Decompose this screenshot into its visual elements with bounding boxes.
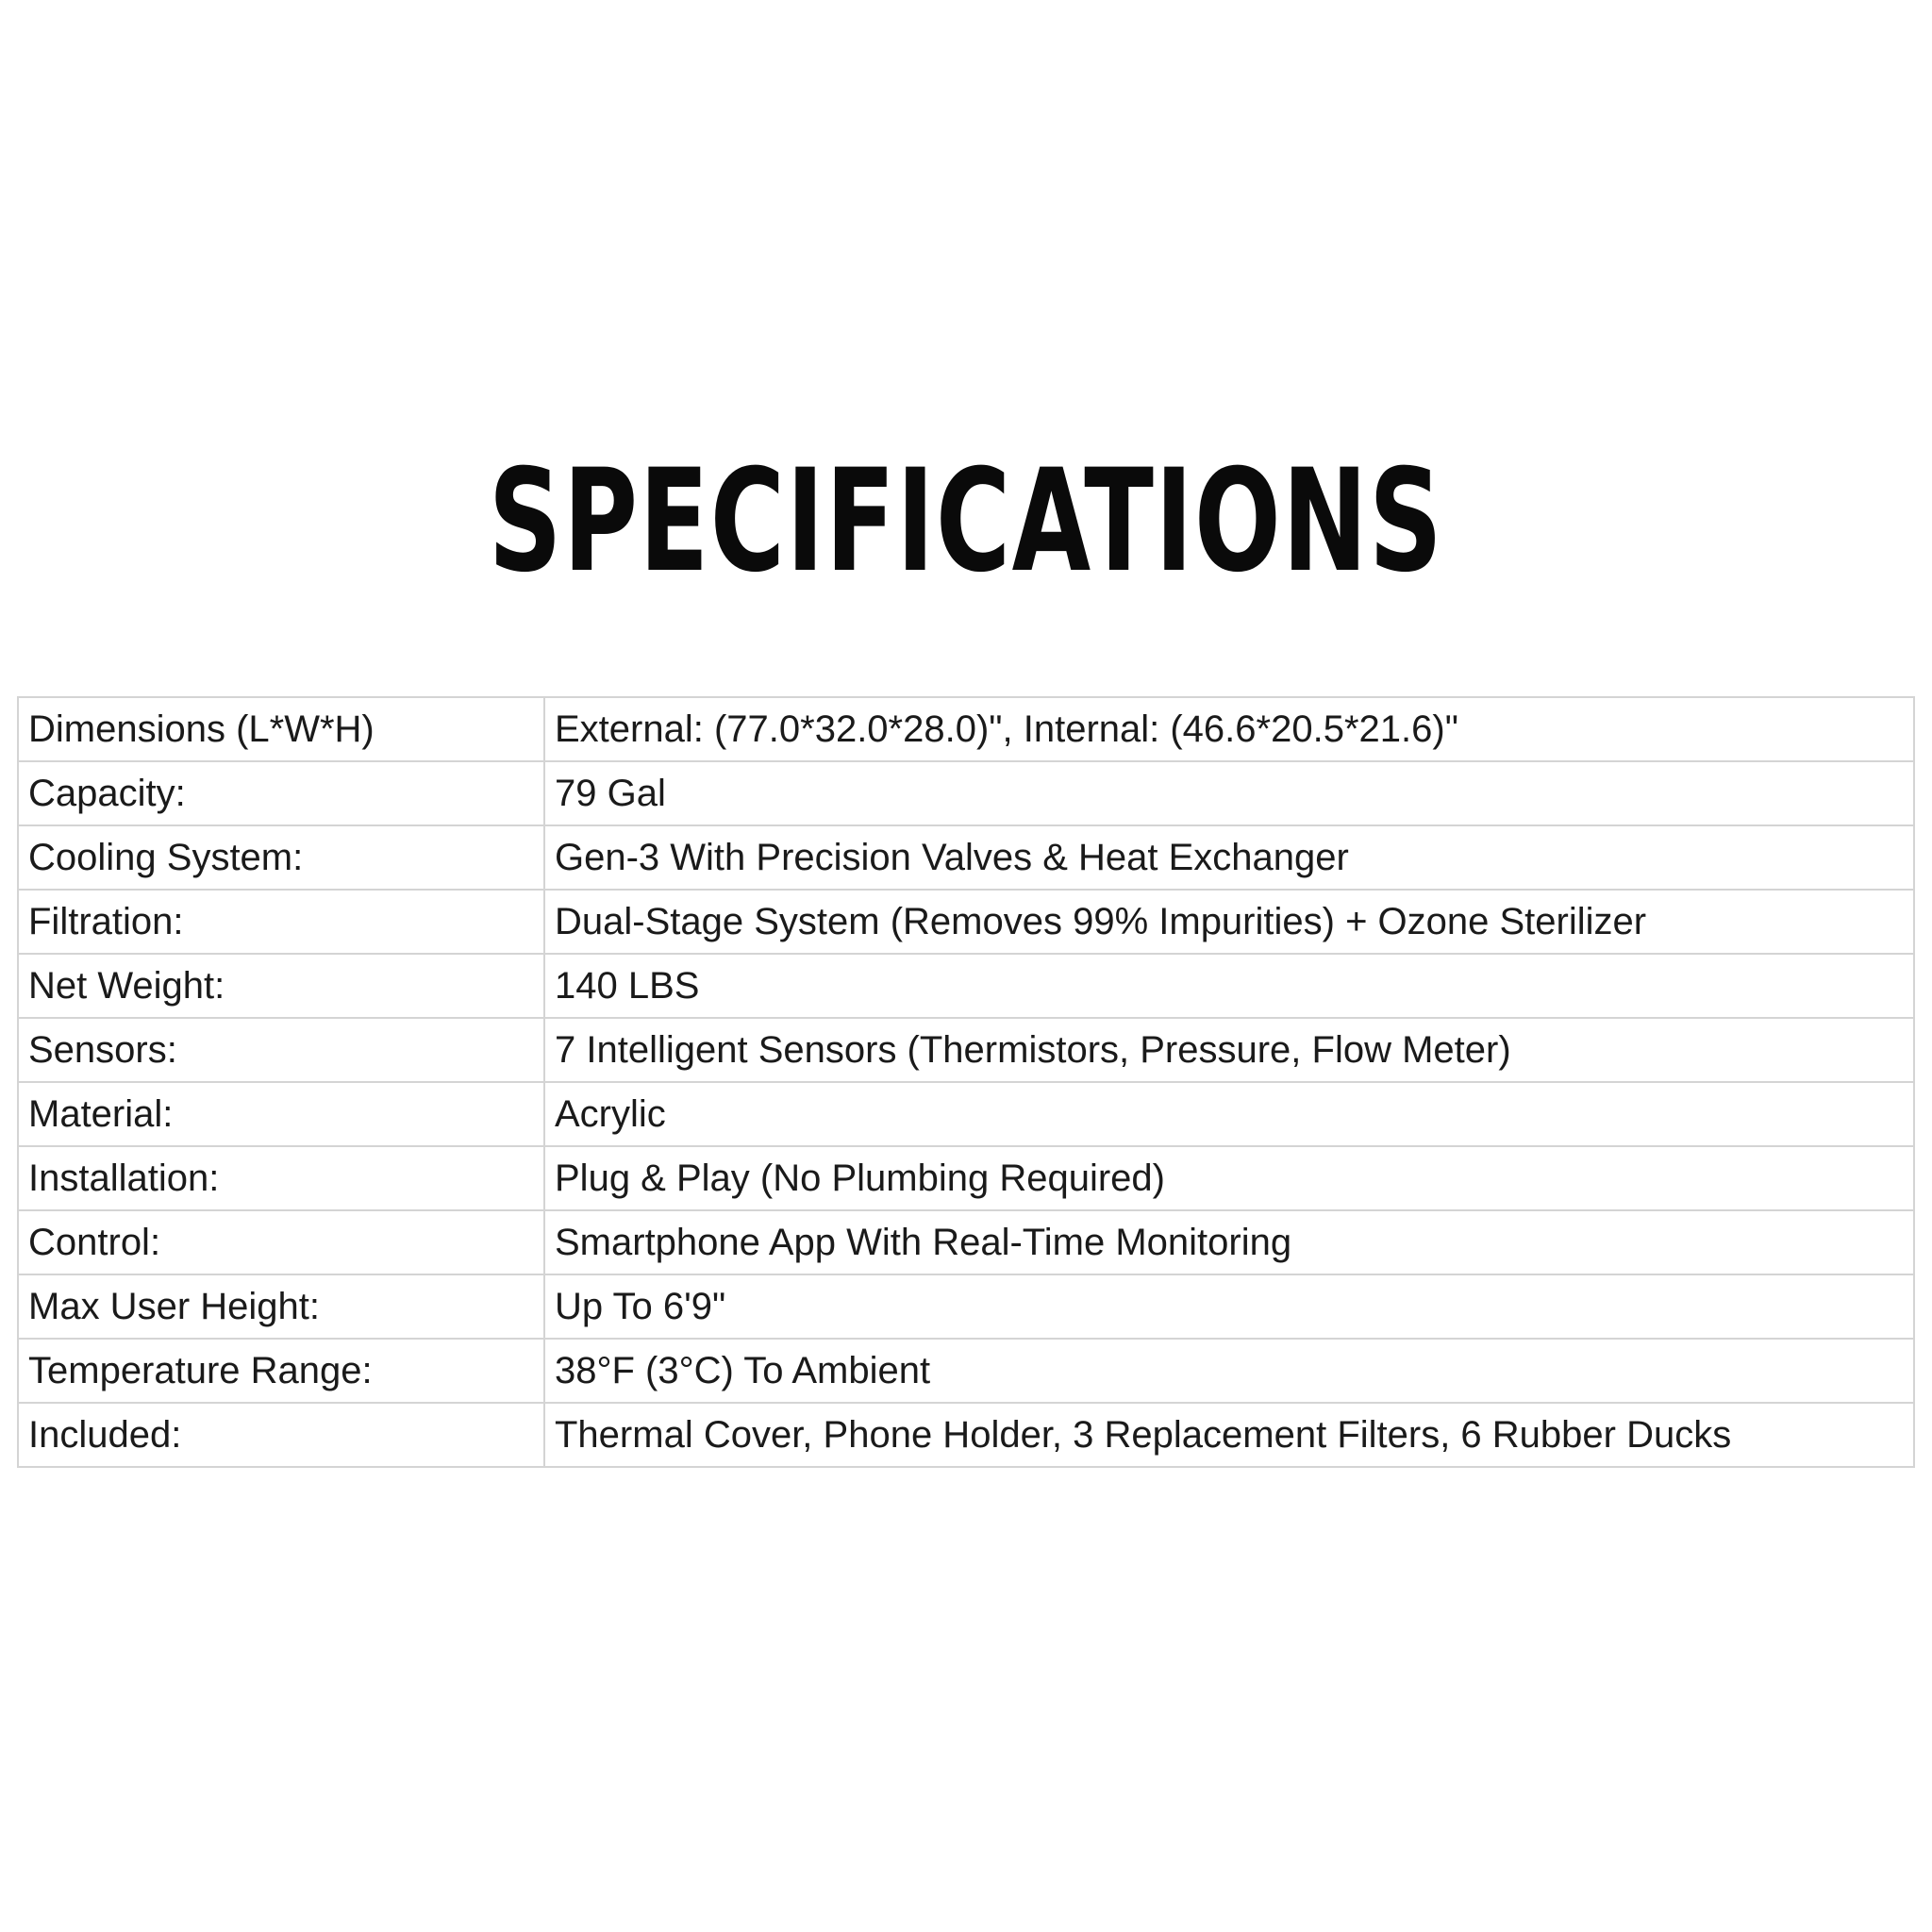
spec-label: Capacity: <box>18 761 544 825</box>
spec-label: Included: <box>18 1403 544 1467</box>
spec-label: Cooling System: <box>18 825 544 890</box>
spec-value: Up To 6'9" <box>544 1274 1914 1339</box>
spec-row-included <box>18 1403 1914 1467</box>
spec-row-dimensions <box>18 697 1914 761</box>
spec-value: Gen-3 With Precision Valves & Heat Exchanger <box>544 825 1914 890</box>
spec-value: Acrylic <box>544 1082 1914 1146</box>
spec-row-net-weight <box>18 954 1914 1018</box>
spec-row-capacity <box>18 761 1914 825</box>
spec-row-material <box>18 1082 1914 1146</box>
spec-row-sensors <box>18 1018 1914 1082</box>
specifications-table <box>17 696 1915 1468</box>
spec-label: Sensors: <box>18 1018 544 1082</box>
spec-value: 140 LBS <box>544 954 1914 1018</box>
spec-label: Control: <box>18 1210 544 1274</box>
spec-row-control <box>18 1210 1914 1274</box>
spec-label: Temperature Range: <box>18 1339 544 1403</box>
page-title: SPECIFICATIONS <box>488 440 1444 604</box>
spec-value: 38°F (3°C) To Ambient <box>544 1339 1914 1403</box>
spec-value: 79 Gal <box>544 761 1914 825</box>
spec-row-max-user-height <box>18 1274 1914 1339</box>
spec-row-filtration <box>18 890 1914 954</box>
spec-label: Material: <box>18 1082 544 1146</box>
spec-label: Net Weight: <box>18 954 544 1018</box>
spec-label: Installation: <box>18 1146 544 1210</box>
spec-value: Dual-Stage System (Removes 99% Impurities) + Ozone Sterilizer <box>544 890 1914 954</box>
spec-value: 7 Intelligent Sensors (Thermistors, Pressure, Flow Meter) <box>544 1018 1914 1082</box>
spec-label: Filtration: <box>18 890 544 954</box>
spec-label: Dimensions (L*W*H) <box>18 697 544 761</box>
spec-value: Plug & Play (No Plumbing Required) <box>544 1146 1914 1210</box>
spec-label: Max User Height: <box>18 1274 544 1339</box>
spec-value: External: (77.0*32.0*28.0)", Internal: (46.6*20.5*21.6)" <box>544 697 1914 761</box>
spec-row-cooling-system <box>18 825 1914 890</box>
spec-row-installation <box>18 1146 1914 1210</box>
spec-value: Smartphone App With Real-Time Monitoring <box>544 1210 1914 1274</box>
spec-row-temperature-range <box>18 1339 1914 1403</box>
spec-value: Thermal Cover, Phone Holder, 3 Replacement Filters, 6 Rubber Ducks <box>544 1403 1914 1467</box>
